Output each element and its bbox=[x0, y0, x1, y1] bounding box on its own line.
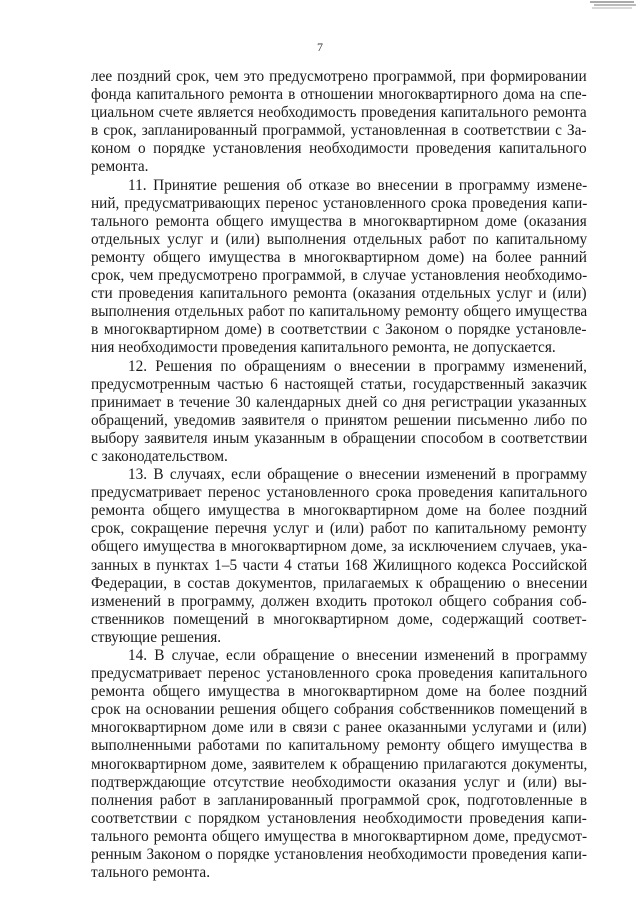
text-line: срок, сокращение перечня услуг и (или) работ по капитальному ремонту bbox=[91, 520, 587, 538]
text-line: выполненными работами по капитальному ремонту общего имущества в bbox=[91, 737, 588, 755]
text-line: ремонту общего имущества в многоквартирном доме) на более ранний bbox=[91, 248, 587, 266]
text-line: срок на основании решения общего собрания собственников помещений в bbox=[91, 701, 588, 719]
text-line: многоквартирном доме или в связи с ранее оказанными услугами и (или) bbox=[91, 719, 587, 737]
text-line: предусмотренным частью 6 настоящей статьи, государственный заказчик bbox=[91, 375, 587, 393]
text-line: циальном счете является необходимость проведения капитального ремонта bbox=[91, 104, 587, 122]
text-line: тального ремонта общего имущества в многоквартирном доме, предусмот- bbox=[91, 827, 588, 845]
text-line: фонда капитального ремонта в отношении многоквартирного дома на спе- bbox=[91, 86, 587, 104]
text-line: многоквартирном доме, заявителем к обращению прилагаются документы, bbox=[91, 755, 588, 773]
text-line: ремонта общего имущества в многоквартирном доме на более поздний bbox=[91, 683, 588, 701]
page-number: 7 bbox=[317, 40, 323, 54]
paragraph-first-line: 14. В случае, если обращение о внесении изменений в программу bbox=[128, 647, 588, 664]
text-line: в многоквартирном доме) в соответствии с Законом о порядке установле- bbox=[91, 321, 587, 339]
text-line: с законодательством. bbox=[91, 447, 228, 465]
text-line: тального ремонта. bbox=[91, 864, 211, 882]
paragraph-first-line: 11. Принятие решения об отказе во внесении в программу измене- bbox=[128, 176, 588, 194]
text-line: ренным Законом о порядке установления необходимости проведения капи- bbox=[91, 846, 587, 864]
text-line: тального ремонта общего имущества в многоквартирном доме (оказания bbox=[91, 212, 587, 230]
paragraph-first-line: 12. Решения по обращениям о внесении в программу изменений, bbox=[128, 357, 587, 375]
text-line: коном о порядке установления необходимости проведения капитального bbox=[91, 140, 587, 158]
text-line: обращений, уведомив заявителя о принятом решении письменно либо по bbox=[91, 411, 588, 429]
text-line: лее поздний срок, чем это предусмотрено программой, при формировании bbox=[91, 68, 587, 85]
text-line: ремонта. bbox=[91, 158, 149, 176]
text-line: Федерации, в состав документов, прилагаемых к обращению о внесении bbox=[91, 574, 588, 592]
text-line: общего имущества в многоквартирном доме, за исключением случаев, ука- bbox=[91, 538, 588, 556]
text-line: изменений в программу, должен входить протокол общего собрания соб- bbox=[91, 592, 587, 610]
text-line: предусматривает перенос установленного срока проведения капитального bbox=[91, 665, 588, 683]
text-line: соответствии с порядком установления необходимости проведения капи- bbox=[91, 809, 587, 827]
text-line: предусматривает перенос установленного срока проведения капитального bbox=[91, 484, 588, 502]
scan-corner-mark bbox=[584, 0, 640, 12]
text-line: выполнения отдельных работ по капитальному ремонту общего имущества bbox=[91, 303, 588, 321]
text-line: срок, чем предусмотрено программой, в случае установления необходимо- bbox=[91, 267, 588, 285]
text-line: ствующие решения. bbox=[91, 628, 222, 646]
text-line: ний, предусматривающих перенос установленного срока проведения капи- bbox=[91, 194, 588, 212]
text-line: подтверждающие отсутствие необходимости оказания услуг и (или) вы- bbox=[91, 773, 587, 791]
document-body bbox=[91, 68, 587, 882]
text-line: занных в пунктах 1–5 части 4 статьи 168 Жилищного кодекса Российской bbox=[91, 556, 588, 574]
text-line: в срок, запланированный программой, установленная в соответствии с За- bbox=[91, 122, 587, 140]
text-line: ственников помещений в многоквартирном доме, содержащий соответ- bbox=[91, 610, 587, 628]
text-line: выбору заявителя иным указанным в обращении способом в соответствии bbox=[91, 429, 588, 447]
text-line: полнения работ в запланированный программой срок, подготовленные в bbox=[91, 791, 588, 809]
text-line: сти проведения капитального ремонта (оказания отдельных услуг и (или) bbox=[91, 285, 587, 303]
text-line: ния необходимости проведения капитального ремонта, не допускается. bbox=[91, 339, 556, 357]
text-line: принимает в течение 30 календарных дней со дня регистрации указанных bbox=[91, 393, 587, 411]
text-line: ремонта общего имущества в многоквартирном доме на более поздний bbox=[91, 502, 588, 520]
paragraph-first-line: 13. В случаях, если обращение о внесении изменений в программу bbox=[128, 466, 588, 484]
text-line: отдельных услуг и (или) выполнения отдельных работ по капитальному bbox=[91, 230, 588, 248]
